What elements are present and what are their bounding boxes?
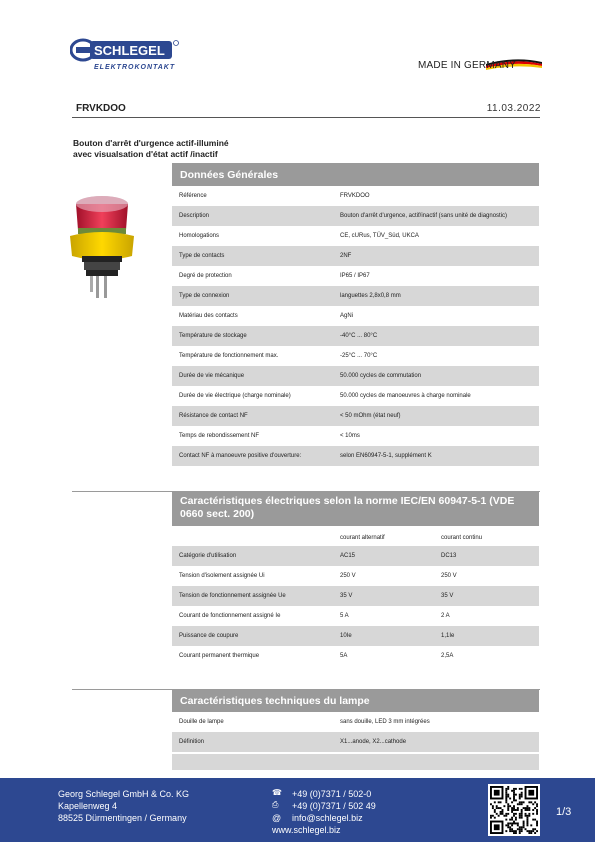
row-value: Bouton d'arrêt d'urgence, actif/inactif (sans unité de diagnostic) bbox=[340, 213, 508, 219]
column-ac-header: courant alternatif bbox=[340, 535, 385, 541]
row-label: Durée de vie électrique (charge nominale) bbox=[179, 393, 291, 399]
table-row bbox=[172, 406, 539, 426]
table-row bbox=[172, 732, 539, 752]
row-value: -40°C ... 80°C bbox=[340, 333, 378, 339]
row-label: Tension de fonctionnement assignée Ue bbox=[179, 593, 286, 599]
emergency-stop-button-image bbox=[68, 194, 138, 310]
footer bbox=[0, 778, 595, 842]
product-title bbox=[73, 138, 273, 160]
row-label: Puissance de coupure bbox=[179, 633, 239, 639]
table-row bbox=[172, 646, 539, 666]
row-label: Courant de fonctionnement assigné Ie bbox=[179, 613, 281, 619]
row-value-ac: AC15 bbox=[340, 553, 356, 559]
electrical-heading-line2: 0660 sect. 200) bbox=[180, 508, 255, 520]
email-icon: @ bbox=[272, 813, 282, 823]
table-row bbox=[172, 626, 539, 646]
row-value-dc: DC13 bbox=[441, 553, 457, 559]
row-label: Température de stockage bbox=[179, 333, 247, 339]
section-general-heading: Données Générales bbox=[172, 164, 539, 186]
phone-icon: ☎ bbox=[272, 788, 282, 797]
row-value-dc: 2,5A bbox=[441, 653, 454, 659]
row-value: X1...anode, X2...cathode bbox=[340, 739, 407, 745]
footer-company: Georg Schlegel GmbH & Co. KG bbox=[58, 789, 190, 799]
row-label: Homologations bbox=[179, 233, 220, 239]
row-value: 50.000 cycles de commutation bbox=[340, 373, 422, 379]
row-label: Référence bbox=[179, 193, 207, 199]
row-label: Type de contacts bbox=[179, 253, 225, 259]
row-value: < 10ms bbox=[340, 433, 360, 439]
table-row bbox=[172, 366, 539, 386]
footer-city: 88525 Dürmentingen / Germany bbox=[58, 813, 187, 823]
row-value: FRVKDOO bbox=[340, 193, 370, 199]
row-value: < 50 mOhm (état neuf) bbox=[340, 413, 401, 419]
row-value-dc: 35 V bbox=[441, 593, 454, 599]
row-label: Matériau des contacts bbox=[179, 313, 238, 319]
section-lamp-heading: Caractéristiques techniques du lampe bbox=[172, 690, 539, 712]
row-label: Type de connexion bbox=[179, 293, 230, 299]
table-row bbox=[172, 286, 539, 306]
row-value: AgNi bbox=[340, 313, 354, 319]
product-title-line1: Bouton d'arrêt d'urgence actif-illuminé bbox=[73, 138, 229, 148]
section-electrical-heading bbox=[172, 492, 539, 526]
row-label: Durée de vie mécanique bbox=[179, 373, 245, 379]
row-value: -25°C ... 70°C bbox=[340, 353, 378, 359]
table-row bbox=[172, 546, 539, 566]
document-date: 11.03.2022 bbox=[486, 103, 541, 114]
row-value: 2NF bbox=[340, 253, 352, 259]
row-value-dc: 1,1Ie bbox=[441, 633, 455, 639]
qr-code bbox=[488, 784, 540, 836]
footer-street: Kapellenweg 4 bbox=[58, 801, 118, 811]
brand-subtitle: ELEKTROKONTAKT bbox=[94, 64, 176, 71]
table-row bbox=[172, 426, 539, 446]
row-label: Tension d'isolement assignée Ui bbox=[179, 573, 265, 579]
row-value-dc: 250 V bbox=[441, 573, 457, 579]
row-label: Courant permanent thermique bbox=[179, 653, 260, 659]
table-row bbox=[172, 566, 539, 586]
table-row bbox=[172, 306, 539, 326]
row-label: Douille de lampe bbox=[179, 719, 224, 725]
schlegel-logo bbox=[70, 38, 180, 72]
table-row bbox=[172, 346, 539, 366]
lamp-table-footer-band bbox=[172, 754, 539, 770]
made-in-germany: MADE IN GERMANY bbox=[418, 60, 517, 71]
row-label: Degré de protection bbox=[179, 273, 232, 279]
footer-phone: +49 (0)7371 / 502-0 bbox=[292, 789, 372, 799]
row-label: Définition bbox=[179, 739, 205, 745]
row-value-ac: 5 A bbox=[340, 613, 349, 619]
row-value: 50.000 cycles de manoeuvres à charge nominale bbox=[340, 393, 471, 399]
table-row bbox=[172, 326, 539, 346]
electrical-heading-line1: Caractéristiques électriques selon la norme IEC/EN 60947-5-1 (VDE bbox=[180, 495, 515, 507]
row-label: Résistance de contact NF bbox=[179, 413, 248, 419]
row-value: languettes 2,8x0,8 mm bbox=[340, 293, 401, 299]
table-row bbox=[172, 186, 539, 206]
svg-text:ELEKTROKONTAKT bbox=[94, 64, 175, 71]
brand-name: SCHLEGEL bbox=[94, 43, 165, 58]
electrical-column-headers bbox=[172, 528, 539, 548]
row-value: IP65 / IP67 bbox=[340, 273, 370, 279]
row-label: Température de fonctionnement max. bbox=[179, 353, 279, 359]
table-row bbox=[172, 226, 539, 246]
row-label: Temps de rebondissement NF bbox=[179, 433, 260, 439]
svg-text:SCHLEGEL bbox=[94, 43, 165, 58]
row-value: sans douille, LED 3 mm intégrées bbox=[340, 719, 430, 725]
table-row bbox=[172, 712, 539, 732]
table-row bbox=[172, 586, 539, 606]
footer-fax: +49 (0)7371 / 502 49 bbox=[292, 801, 376, 811]
table-row bbox=[172, 386, 539, 406]
row-value: selon EN60947-5-1, supplément K bbox=[340, 453, 432, 459]
table-row bbox=[172, 606, 539, 626]
table-row bbox=[172, 246, 539, 266]
row-value-ac: 5A bbox=[340, 653, 348, 659]
row-label: Description bbox=[179, 213, 210, 219]
table-row bbox=[172, 206, 539, 226]
row-value-dc: 2 A bbox=[441, 613, 450, 619]
row-value-ac: 10Ie bbox=[340, 633, 352, 639]
row-value: CE, cURus, TÜV_Süd, UKCA bbox=[340, 233, 419, 239]
row-value-ac: 35 V bbox=[340, 593, 353, 599]
fax-icon: ⎙ bbox=[272, 800, 279, 809]
row-label: Contact NF à manoeuvre positive d'ouverture: bbox=[179, 453, 302, 459]
table-row bbox=[172, 266, 539, 286]
row-label: Catégorie d'utilisation bbox=[179, 553, 237, 559]
footer-email[interactable]: info@schlegel.biz bbox=[292, 813, 363, 823]
column-dc-header: courant continu bbox=[441, 535, 483, 541]
product-code: FRVKDOO bbox=[76, 103, 126, 114]
page-number: 1/3 bbox=[556, 806, 572, 818]
header-divider bbox=[72, 117, 540, 118]
row-value-ac: 250 V bbox=[340, 573, 356, 579]
table-row bbox=[172, 446, 539, 466]
footer-website[interactable]: www.schlegel.biz bbox=[272, 825, 341, 835]
product-title-line2: avec visualsation d'état actif /inactif bbox=[73, 149, 218, 159]
